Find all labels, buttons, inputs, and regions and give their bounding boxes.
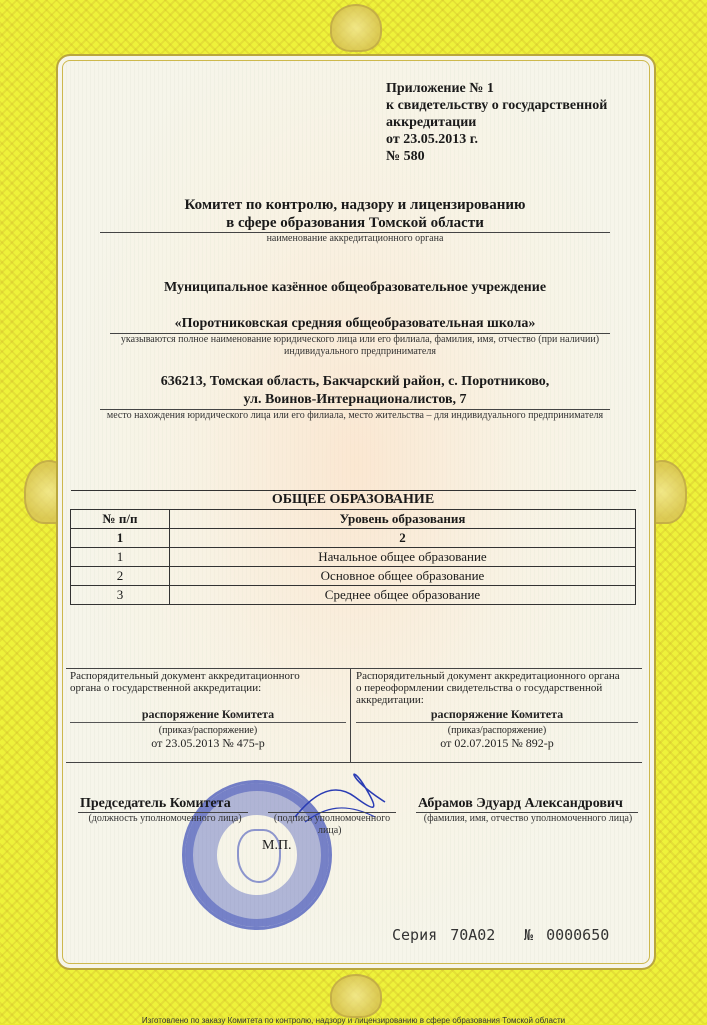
name-hint: (фамилия, имя, отчество уполномоченного лица)	[423, 813, 633, 824]
organization-caption-1: указываются полное наименование юридического лица или его филиала, фамилия, имя, отчество (при наличии)	[120, 334, 600, 345]
doc-right-title-2: о переоформлении свидетельства о государственной	[356, 682, 603, 694]
signatory-name: Абрамов Эдуард Александрович	[418, 796, 623, 811]
footer-note: Изготовлено по заказу Комитета по контролю, надзору и лицензированию в сфере образования Томской области	[141, 1016, 566, 1025]
row-level: Основное общее образование	[170, 567, 636, 586]
address-line-1: 636213, Томская область, Бакчарский район, с. Поротниково,	[160, 374, 550, 389]
doc-left-value: распоряжение Комитета	[70, 708, 346, 723]
row-number: 1	[71, 548, 170, 567]
authority-caption: наименование аккредитационного органа	[266, 233, 444, 244]
doc-left-title-2: органа о государственной аккредитации:	[70, 682, 262, 694]
doc-right-title-3: аккредитации:	[356, 694, 424, 706]
doc-right-date: от 02.07.2015 № 892-р	[440, 736, 554, 750]
documents-bottom-line	[66, 762, 642, 763]
authority-line-2: в сфере образования Томской области	[226, 215, 484, 231]
document-left	[70, 670, 346, 762]
appendix-line-4: от 23.05.2013 г.	[386, 132, 478, 147]
column-header-number: № п/п	[71, 510, 170, 529]
table-row	[71, 567, 636, 586]
number-label: №	[524, 926, 534, 944]
address-line-2: ул. Воинов-Интернационалистов, 7	[243, 392, 467, 407]
index-cell-2: 2	[170, 529, 636, 548]
appendix-line-5: № 580	[386, 149, 425, 164]
documents-top-line	[66, 668, 642, 669]
table-row	[71, 548, 636, 567]
address-caption: место нахождения юридического лица или его филиала, место жительства – для индивидуального предпринимателя	[106, 410, 604, 421]
column-header-level: Уровень образования	[170, 510, 636, 529]
position-hint: (должность уполномоченного лица)	[88, 813, 242, 824]
stamp-label: М.П.	[262, 838, 292, 853]
organization-line-1: Муниципальное казённое общеобразовательное учреждение	[163, 280, 547, 295]
series-value: 70А02	[450, 926, 496, 944]
doc-left-title-1: Распорядительный документ аккредитационного	[70, 670, 300, 682]
table-row	[71, 586, 636, 605]
table-caption: ОБЩЕЕ ОБРАЗОВАНИЕ	[71, 491, 636, 510]
row-level: Среднее общее образование	[170, 586, 636, 605]
doc-left-hint: (приказ/распоряжение)	[158, 725, 258, 736]
series-label: Серия	[392, 926, 438, 944]
document-right	[356, 670, 638, 762]
row-level: Начальное общее образование	[170, 548, 636, 567]
organization-caption-2: индивидуального предпринимателя	[284, 346, 436, 357]
index-cell-1: 1	[71, 529, 170, 548]
appendix-header	[386, 80, 646, 165]
doc-right-hint: (приказ/распоряжение)	[447, 725, 547, 736]
education-levels-table	[70, 490, 636, 605]
authority-name	[100, 196, 610, 232]
row-number: 2	[71, 567, 170, 586]
signatory-position: Председатель Комитета	[80, 796, 231, 811]
doc-right-title-1: Распорядительный документ аккредитационного органа	[356, 670, 620, 682]
organization-line-2: «Поротниковская средняя общеобразовательная школа»	[174, 316, 536, 331]
authority-line-1: Комитет по контролю, надзору и лицензированию	[184, 197, 526, 213]
row-number: 3	[71, 586, 170, 605]
series-block	[392, 926, 495, 944]
doc-right-value: распоряжение Комитета	[356, 708, 638, 723]
appendix-line-1: Приложение № 1	[386, 81, 494, 96]
ornament-bottom	[330, 974, 382, 1018]
number-block	[524, 926, 609, 944]
signature-hint-1: (подпись уполномоченного	[273, 813, 391, 824]
doc-left-date: от 23.05.2013 № 475-р	[151, 736, 265, 750]
appendix-line-2: к свидетельству о государственной	[386, 98, 608, 113]
number-value: 0000650	[546, 926, 610, 944]
ornament-top	[330, 4, 382, 52]
appendix-line-3: аккредитации	[386, 115, 477, 130]
signature-hint-2: лица)	[318, 825, 342, 836]
documents-divider	[350, 668, 351, 762]
